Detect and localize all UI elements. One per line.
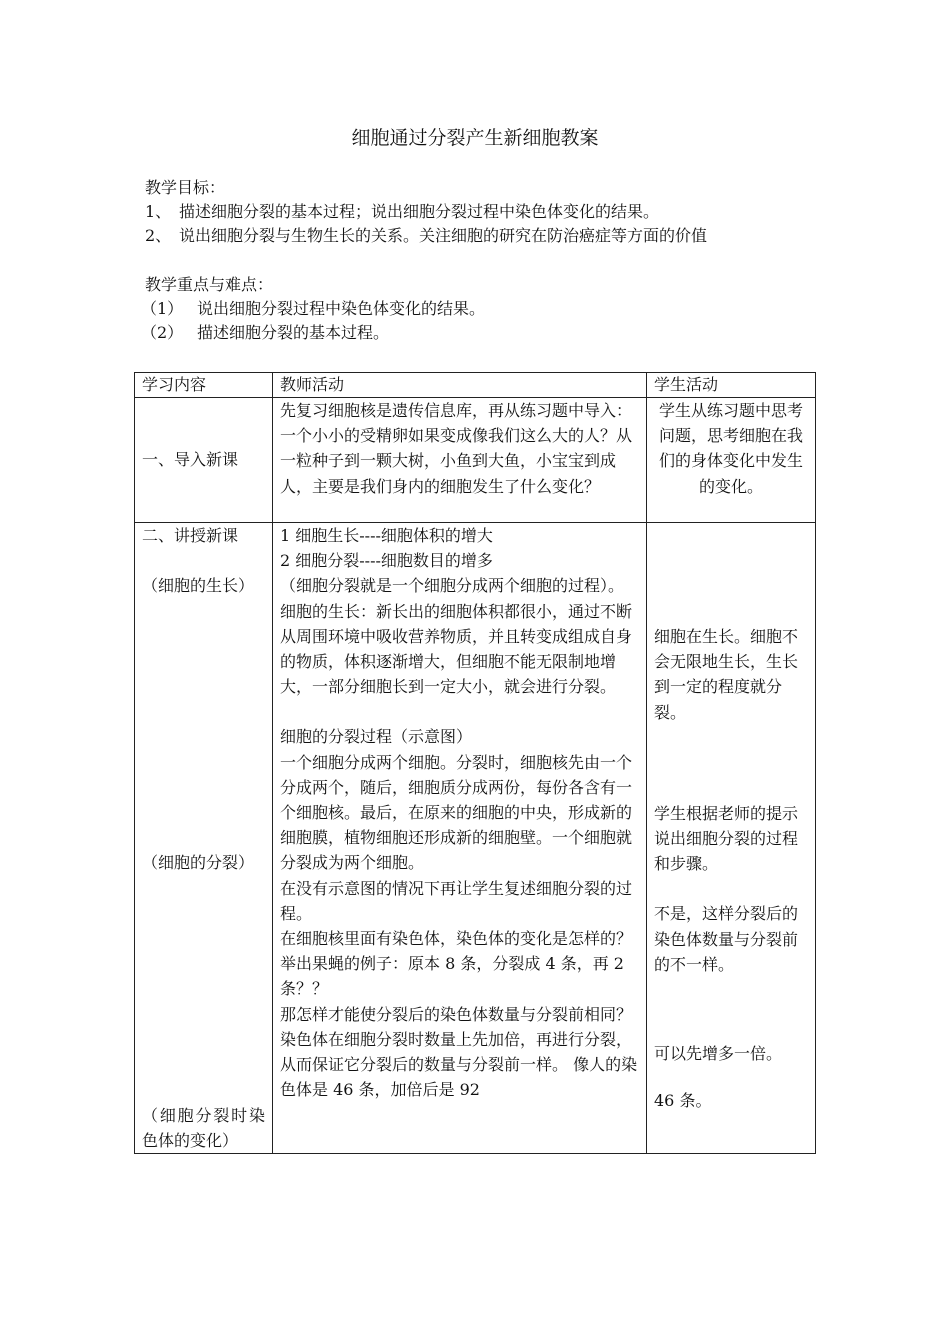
student-cell bbox=[647, 523, 816, 1154]
growth-label: （细胞的生长） bbox=[142, 576, 255, 596]
key-point-number: （1） bbox=[141, 299, 184, 318]
key-point-text: 说出细胞分裂过程中染色体变化的结果。 bbox=[197, 299, 486, 318]
header-teacher: 教师活动 bbox=[273, 373, 647, 398]
chromosome-label: （细胞分裂时染色体的变化） bbox=[142, 1105, 265, 1150]
teacher-cell bbox=[273, 398, 647, 523]
content-cell bbox=[135, 523, 273, 1154]
division-definition: （细胞分裂就是一个细胞分成两个细胞的过程）。 bbox=[280, 576, 625, 596]
teacher-point-1: 1 细胞生长----细胞体积的增大 bbox=[280, 526, 493, 545]
goal-text: 描述细胞分裂的基本过程；说出细胞分裂过程中染色体变化的结果。 bbox=[179, 202, 660, 221]
lesson-plan-table bbox=[134, 372, 816, 1154]
key-points bbox=[141, 273, 845, 345]
goal-item bbox=[145, 200, 845, 224]
goal-number: 1、 bbox=[145, 202, 172, 221]
same-count-question: 那怎样才能使分裂后的染色体数量与分裂前相同？ bbox=[280, 1004, 633, 1024]
header-student: 学生活动 bbox=[647, 373, 816, 398]
goal-text: 说出细胞分裂与生物生长的关系。关注细胞的研究在防治癌症等方面的价值 bbox=[179, 226, 708, 245]
key-points-heading: 教学重点与难点： bbox=[145, 275, 274, 294]
teacher-point-2: 2 细胞分裂----细胞数目的增多 bbox=[280, 551, 493, 571]
lesson-intro-label: 一、导入新课 bbox=[142, 450, 239, 470]
chromosome-answer: 染色体在细胞分裂时数量上先加倍，再进行分裂，从而保证它分裂后的数量与分裂前一样。 像人的染色体是 46 条，加倍后是 92 bbox=[280, 1029, 638, 1100]
header-content: 学习内容 bbox=[135, 373, 273, 398]
student-cell bbox=[647, 398, 816, 523]
division-text: 一个细胞分成两个细胞。分裂时，细胞核先由一个分成两个，随后，细胞质分成两份，每份各含有一个细胞核。最后，在原来的细胞的中央，形成新的细胞膜，植物细胞还形成新的细胞壁。一个细胞就分裂成为两个细胞。 bbox=[280, 752, 633, 873]
division-title: 细胞的分裂过程（示意图） bbox=[280, 727, 473, 747]
goal-item bbox=[145, 224, 845, 248]
student-not-same-text: 不是，这样分裂后的染色体数量与分裂前的不一样。 bbox=[654, 904, 799, 974]
retell-text: 在没有示意图的情况下再让学生复述细胞分裂的过程。 bbox=[280, 878, 633, 923]
chromosome-question: 在细胞核里面有染色体，染色体的变化是怎样的？举出果蝇的例子：原本 8 条，分裂成 4 条，再 2 条？？ bbox=[280, 929, 633, 999]
key-point-text: 描述细胞分裂的基本过程。 bbox=[197, 323, 390, 342]
student-count-text: 46 条。 bbox=[654, 1091, 712, 1111]
table-row bbox=[135, 398, 816, 523]
student-growth-text: 细胞在生长。细胞不会无限地生长，生长到一定的程度就分裂。 bbox=[654, 627, 799, 722]
content-cell bbox=[135, 398, 273, 523]
division-label: （细胞的分裂） bbox=[142, 853, 255, 873]
growth-text: 细胞的生长：新长出的细胞体积都很小，通过不断从周围环境中吸收营养物质，并且转变成组成自身的物质，体积逐渐增大，但细胞不能无限制地增大，一部分细胞长到一定大小，就会进行分裂。 bbox=[280, 601, 633, 697]
key-point-item bbox=[141, 321, 845, 345]
goals-heading: 教学目标： bbox=[145, 178, 226, 197]
student-double-text: 可以先增多一倍。 bbox=[654, 1044, 783, 1064]
lesson-new-label: 二、讲授新课 bbox=[142, 526, 239, 545]
teaching-goals bbox=[145, 176, 845, 248]
key-point-number: （2） bbox=[141, 323, 184, 342]
goal-number: 2、 bbox=[145, 226, 172, 245]
table-header-row bbox=[135, 373, 816, 398]
key-point-item bbox=[141, 297, 845, 321]
table-row bbox=[135, 523, 816, 1154]
teacher-cell bbox=[273, 523, 647, 1154]
document-title: 细胞通过分裂产生新细胞教案 bbox=[351, 127, 599, 149]
student-steps-text: 学生根据老师的提示说出细胞分裂的过程和步骤。 bbox=[654, 803, 799, 874]
teacher-intro-text: 先复习细胞核是遗传信息库，再从练习题中导入：一个小小的受精卵如果变成像我们这么大的人？从一粒种子到一颗大树，小鱼到大鱼，小宝宝到成人，主要是我们身内的细胞发生了什么变化？ bbox=[280, 401, 633, 496]
student-intro-text: 学生从练习题中思考问题，思考细胞在我们的身体变化中发生的变化。 bbox=[658, 401, 803, 496]
